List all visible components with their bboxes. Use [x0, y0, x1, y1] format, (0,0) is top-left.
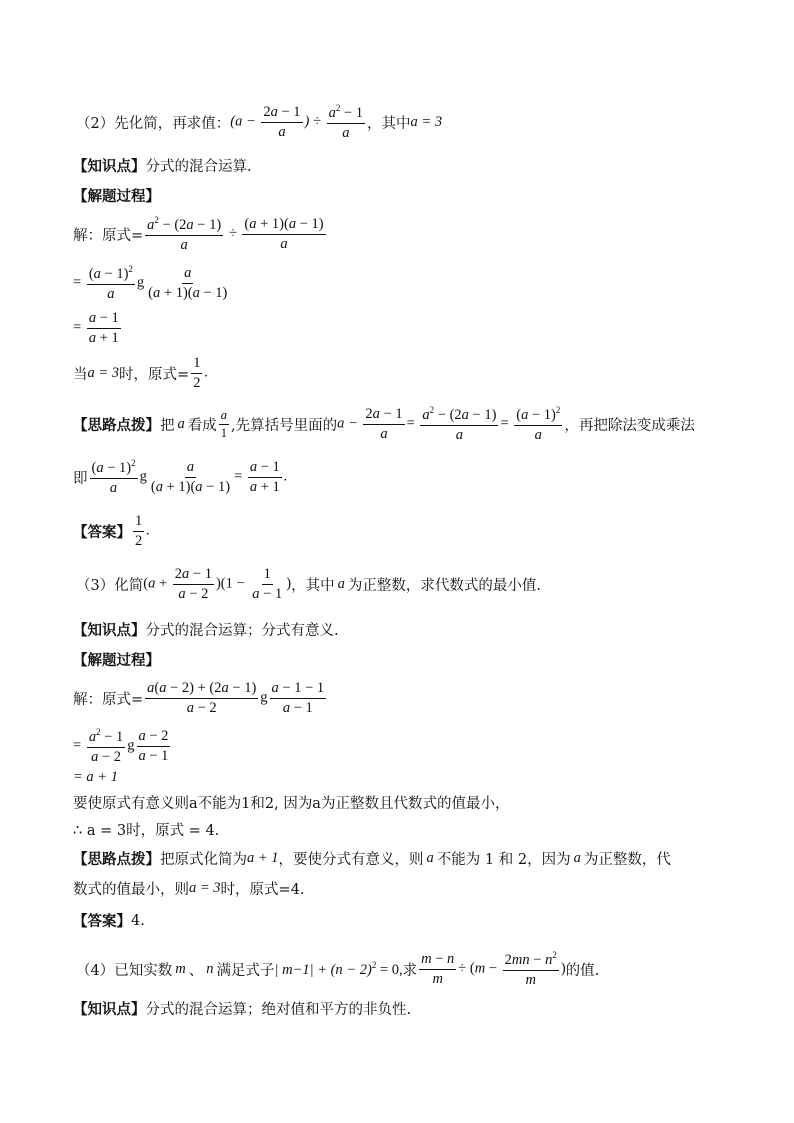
- q2-solution-step3: [73, 310, 123, 346]
- q2-cond-math: a = 3: [410, 113, 443, 130]
- q3-solution-step2: [73, 727, 172, 765]
- q3-ans-label: 【答案】: [73, 913, 131, 930]
- q2-kp-label: 【知识点】: [73, 158, 146, 175]
- q2-solution-step2: [73, 264, 231, 302]
- q3-stem-tail-a: ，其中: [291, 577, 335, 594]
- q3-hint2-a: 数式的值最小，则: [73, 882, 189, 898]
- q2-step2-math: = $\frac{(a - 1)^2}{a}$ g $\frac{a}{(a + 1)(a - 1)}$: [73, 264, 228, 302]
- q2-process-label: [73, 185, 160, 206]
- q2-expression: (a − $\frac{2a - 1}{a}$ ) ÷ $\frac{a^2 - 1}{a}$: [230, 103, 364, 141]
- q2-solution-step1: [73, 215, 328, 253]
- q3-solution-step1: [73, 680, 328, 716]
- q4-expression: $\frac{m - n}{m}$ ÷ (m − $\frac{2mn - n^2}{m}$ ): [421, 950, 566, 988]
- q3-stem-tail-b: 为正整数，求代数式的最小值.: [347, 577, 541, 594]
- q3-ans-value: 4.: [131, 912, 145, 929]
- q3-process-label: [73, 649, 160, 670]
- q4-stem-a: （4）已知实数: [76, 962, 173, 979]
- q4-kp-label: 【知识点】: [73, 1001, 146, 1018]
- q2-step1-math: $\frac{a^2 - (2a - 1)}{a}$ ÷ $\frac{(a + 1)(a - 1)}{a}$: [147, 215, 324, 253]
- q2-answer-line: [73, 513, 150, 549]
- q2-hint-e: 即: [73, 470, 88, 487]
- q2-hint-frac-a1: $\frac{a}{1}$: [220, 408, 227, 440]
- q2-stem-text: （2）先化简，再求值：: [76, 115, 231, 132]
- q3-stem-text: （3）化简: [76, 577, 144, 594]
- q2-cond-prefix: ，其中: [367, 115, 411, 132]
- q4-condition: | $m-1| + (n - 2)^2 = 0$,: [274, 959, 403, 978]
- q2-hint-chain2: $\frac{(a - 1)^2}{a}$ g $\frac{a}{(a + 1)(a - 1)}$ = $\frac{a - 1}{a + 1}$ .: [91, 458, 288, 496]
- q3-therefore-line: ∴ a = 3时，原式 = 4.: [73, 823, 220, 839]
- q4-cond-math-b: = 0,: [376, 961, 403, 978]
- q3-hint1-c: 不能为 1 和 2，因为: [436, 852, 571, 868]
- q2-hint-chain: a − $\frac{2a - 1}{a}$ = $\frac{a^2 - (2a - 1)}{a}$ = $\frac{(a - 1)^2}{a}$: [337, 405, 561, 443]
- q3-expression: (a + $\frac{2a - 1}{a - 2}$ )(1 − $\frac{1}{a - 1}$ ): [143, 566, 292, 602]
- q3-reason-line: 要使原式有意义则a不能为1和2, 因为a为正整数且代数式的值最小，: [73, 796, 510, 812]
- q2-hint-line2: [73, 458, 287, 496]
- q3-proc-label-text: 【解题过程】: [73, 652, 160, 669]
- q2-stem-line: [76, 103, 442, 141]
- q3-kp-label: 【知识点】: [73, 622, 146, 639]
- q4-stem-e: 的值.: [565, 962, 600, 979]
- q2-hint-line1: 【思路点拨】 把 a 看成 $\frac{a}{1}$ ,先算括号里面的 a − $\frac{2a - 1}{a}$ = $\frac{a^2 - (2a - 1)}{a}$ = $\frac{(a - 1)^2}{a}$ ，再把除法变成乘法: [73, 405, 695, 443]
- q2-sol-prefix: 解：原式=: [73, 227, 144, 244]
- q3-hint1-a: 把原式化简为: [160, 852, 247, 868]
- q2-hint-label: 【思路点拨】: [73, 416, 160, 434]
- q2-hint-c: ,先算括号里面的: [231, 417, 338, 434]
- q2-ans-value: $\frac{1}{2}$ .: [135, 513, 150, 549]
- q3-hint1-math: a + 1: [247, 850, 279, 866]
- q4-stem-d: 求: [402, 962, 418, 979]
- q3-sol-prefix: 解：原式=: [73, 691, 144, 708]
- q4-cond-math: | m−1| + (n − 2): [274, 961, 372, 978]
- q3-hint2-b: 时，原式=4.: [220, 882, 305, 898]
- q4-stem-c: 满足式子: [216, 962, 275, 979]
- q3-kp-text: 分式的混合运算；分式有意义.: [145, 623, 339, 639]
- q3-hint2-math: a = 3: [189, 880, 221, 896]
- q2-when-prefix: 当: [73, 366, 88, 383]
- q2-kp-text: 分式的混合运算.: [145, 159, 252, 175]
- q2-knowledge-line: [73, 155, 252, 176]
- q3-knowledge-line: [73, 619, 339, 640]
- q3-step1-math: $\frac{a(a - 2) + (2a - 1)}{a - 2}$ g $\frac{a - 1 - 1}{a - 1}$: [147, 680, 325, 716]
- q2-when-math: a = 3: [87, 364, 120, 381]
- q3-hint1-d: 为正整数，代: [583, 852, 671, 868]
- q2-hint-d: ，再把除法变成乘法: [564, 417, 695, 434]
- q2-ans-label: 【答案】: [73, 523, 131, 541]
- q2-hint-a: 把: [160, 417, 175, 434]
- q4-stem-b: 、: [188, 962, 204, 979]
- q2-evaluation-line: [73, 355, 208, 391]
- q3-step2-math: = $\frac{a^2 - 1}{a - 2}$ g $\frac{a - 2}{a - 1}$: [73, 727, 169, 765]
- q4-kp-text: 分式的混合运算；绝对值和平方的非负性.: [145, 1002, 412, 1018]
- q2-hint-b: 看成: [187, 417, 217, 434]
- q3-hint-line2: [73, 878, 305, 899]
- q4-stem-line: （4）已知实数 m 、 n 满足式子 | $m-1| + (n - 2)^2 = 0$, 求 $\frac{m - n}{m}$ ÷ (m − $\frac{2mn - n^2}{m}$ ) 的值.: [76, 950, 600, 988]
- q3-result-line: = a + 1: [73, 769, 118, 785]
- q2-proc-label-text: 【解题过程】: [73, 188, 160, 205]
- q2-eval-result: $\frac{1}{2}$ .: [193, 355, 209, 391]
- q2-when-mid: 时，原式=: [119, 366, 190, 383]
- q2-step3-math: = $\frac{a - 1}{a + 1}$: [73, 310, 119, 346]
- q3-answer-line: [73, 910, 145, 931]
- q3-hint-line1: 【思路点拨】 把原式化简为 a + 1 ，要使分式有意义，则 a 不能为 1 和 2，因为 a 为正整数，代: [73, 850, 671, 868]
- q3-stem-line: （3）化简 (a + $\frac{2a - 1}{a - 2}$ )(1 − $\frac{1}{a - 1}$ ) ，其中 a 为正整数，求代数式的最小值.: [76, 566, 541, 602]
- q3-hint1-b: ，要使分式有意义，则: [278, 852, 424, 868]
- q4-knowledge-line: [73, 998, 411, 1019]
- q3-hint-label: 【思路点拨】: [73, 851, 160, 868]
